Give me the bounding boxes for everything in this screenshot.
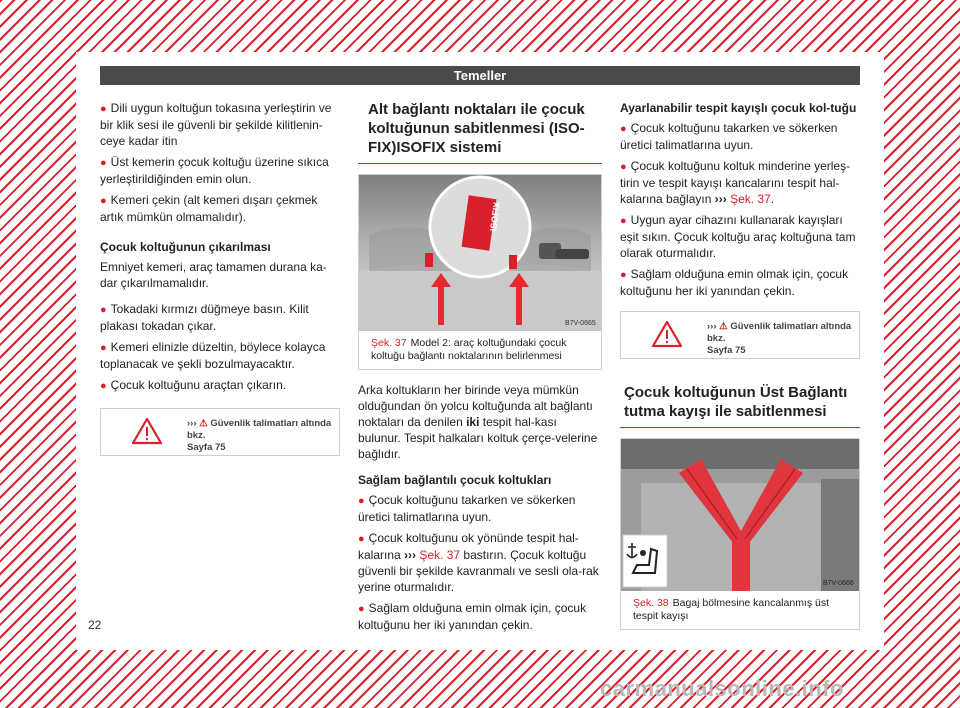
figure-code: B7V-0666 xyxy=(823,580,854,587)
warning-triangle-icon xyxy=(131,417,163,445)
list-item: ● Kemeri çekin (alt kemeri dışarı çekmek artık mümkün olmamalıdır). xyxy=(100,193,318,224)
list-item: ● Sağlam olduğuna emin olmak için, çocuk koltuğunu her iki yanından çekin. xyxy=(620,267,849,298)
warning-line-1: Güvenlik talimatları altında bkz. xyxy=(187,418,332,441)
list-item: ● Tokadaki kırmızı düğmeye basın. Kilit plakası tokadan çıkar. xyxy=(100,302,309,333)
body-paragraph: Arka koltukların her birinde veya mümkün olduğundan ön yolcu koltuğunda alt bağlantı noktaları da denilen iki tespit hal-kası bulunur. Tespit halkaları koltuk çerçe-velerine bağlıdır. xyxy=(358,383,598,461)
list-item: ● Çocuk koltuğunu koltuk minderine yerleş-tirin ve tespit kayışı kancalarını tespit hal-kalarına bağlayın ››› Şek. 37. xyxy=(620,159,851,206)
figure-38-image xyxy=(621,439,859,591)
warning-line-2: Sayfa 75 xyxy=(707,345,746,356)
warning-triangle-icon xyxy=(651,320,683,348)
bullet-icon: ● xyxy=(100,380,107,392)
figure-38 xyxy=(620,438,860,630)
bullet-icon: ● xyxy=(358,495,365,507)
list-item: ● Üst kemerin çocuk koltuğu üzerine sıkıca yerleştirildiğinden emin olun. xyxy=(100,155,329,186)
list-item: ● Uygun ayar cihazını kullanarak kayışları eşit sıkın. Çocuk koltuğu araç koltuğuna tam olarak oturmalıdır. xyxy=(620,213,856,260)
warning-text xyxy=(187,418,339,454)
list-item: ● Çocuk koltuğunu takarken ve sökerken üretici talimatlarına uyun. xyxy=(620,121,838,152)
list-item: ● Dili uygun koltuğun tokasına yerleştirin ve bir klik sesi ile güvenli bir şekilde kilitlenin-ceye kadar itin xyxy=(100,101,332,148)
section-title: Çocuk koltuğunun Üst Bağlantı tutma kayışı ile sabitlenmesi xyxy=(620,383,860,428)
caption-text: Bagaj bölmesine kancalanmış üst tespit kayışı xyxy=(633,597,830,622)
bullet-icon: ● xyxy=(100,195,107,207)
figure-37-caption xyxy=(359,331,601,369)
figure-38-caption xyxy=(621,591,859,629)
page-number: 22 xyxy=(88,618,102,632)
section-title: Alt bağlantı noktaları ile çocuk koltuğunun sabitlenmesi (ISO-FIX)ISOFIX sistemi xyxy=(358,100,602,164)
figure-reference-link[interactable]: Şek. 37 xyxy=(730,192,771,206)
bullet-icon: ● xyxy=(100,304,107,316)
intro-text: Emniyet kemeri, araç tamamen durana ka-dar çıkarılmamalıdır. xyxy=(100,260,327,290)
arrows-icon: ››› xyxy=(714,192,727,206)
safety-warning-box xyxy=(620,311,860,359)
small-warning-icon: ⚠ xyxy=(719,321,728,332)
column-1 xyxy=(100,100,340,456)
bullet-icon: ● xyxy=(620,215,627,227)
caption-text: Model 2: araç koltuğundaki çocuk koltuğu bağlantı noktalarının belirlenmesi xyxy=(371,337,567,362)
bullet-icon: ● xyxy=(620,269,627,281)
subheading: Sağlam bağlantılı çocuk koltukları xyxy=(358,473,552,487)
figure-label: Şek. 38 xyxy=(633,597,669,609)
bullet-icon: ● xyxy=(100,103,107,115)
figure-37-image xyxy=(359,175,601,331)
bullet-icon: ● xyxy=(358,603,365,615)
list-item: ● Çocuk koltuğunu takarken ve sökerken üretici talimatlarına uyun. xyxy=(358,493,576,524)
warning-line-2: Sayfa 75 xyxy=(187,442,226,453)
list-item: ● Kemeri elinizle düzeltin, böylece kolayca toplanacak ve şekli bozulmayacaktır. xyxy=(100,340,326,371)
arrows-icon: ››› xyxy=(404,548,417,562)
figure-37 xyxy=(358,174,602,370)
bullet-icon: ● xyxy=(100,157,107,169)
arrows-icon: ››› xyxy=(707,321,717,332)
column-3 xyxy=(620,100,860,630)
list-item: ● Sağlam olduğuna emin olmak için, çocuk koltuğunu her iki yanından çekin. xyxy=(358,601,587,632)
watermark: carmanualsonline.info xyxy=(600,676,844,701)
subheading: Ayarlanabilir tespit kayışlı çocuk kol-tuğu xyxy=(620,101,857,115)
page-header: Temeller xyxy=(100,66,860,85)
list-item: ● Çocuk koltuğunu araçtan çıkarın. xyxy=(100,378,287,392)
bullet-icon: ● xyxy=(620,161,627,173)
bullet-icon: ● xyxy=(100,342,107,354)
warning-text xyxy=(707,321,859,357)
small-warning-icon: ⚠ xyxy=(199,418,208,429)
isofix-tag-text: ISOFIX xyxy=(488,201,503,233)
column-2 xyxy=(358,100,602,638)
list-item: ● Çocuk koltuğunu ok yönünde tespit hal-kalarına ››› Şek. 37 bastırın. Çocuk koltuğu güvenli bir şekilde kavranmalı ve sesli ola-rak yerine oturmalıdır. xyxy=(358,531,599,594)
figure-code: B7V-0665 xyxy=(565,320,596,327)
figure-label: Şek. 37 xyxy=(371,337,407,349)
subheading: Çocuk koltuğunun çıkarılması xyxy=(100,240,271,254)
arrows-icon: ››› xyxy=(187,418,197,429)
safety-warning-box xyxy=(100,408,340,456)
bullet-icon: ● xyxy=(620,123,627,135)
warning-line-1: Güvenlik talimatları altında bkz. xyxy=(707,321,852,344)
figure-reference-link[interactable]: Şek. 37 xyxy=(419,548,461,562)
bullet-icon: ● xyxy=(358,533,365,545)
